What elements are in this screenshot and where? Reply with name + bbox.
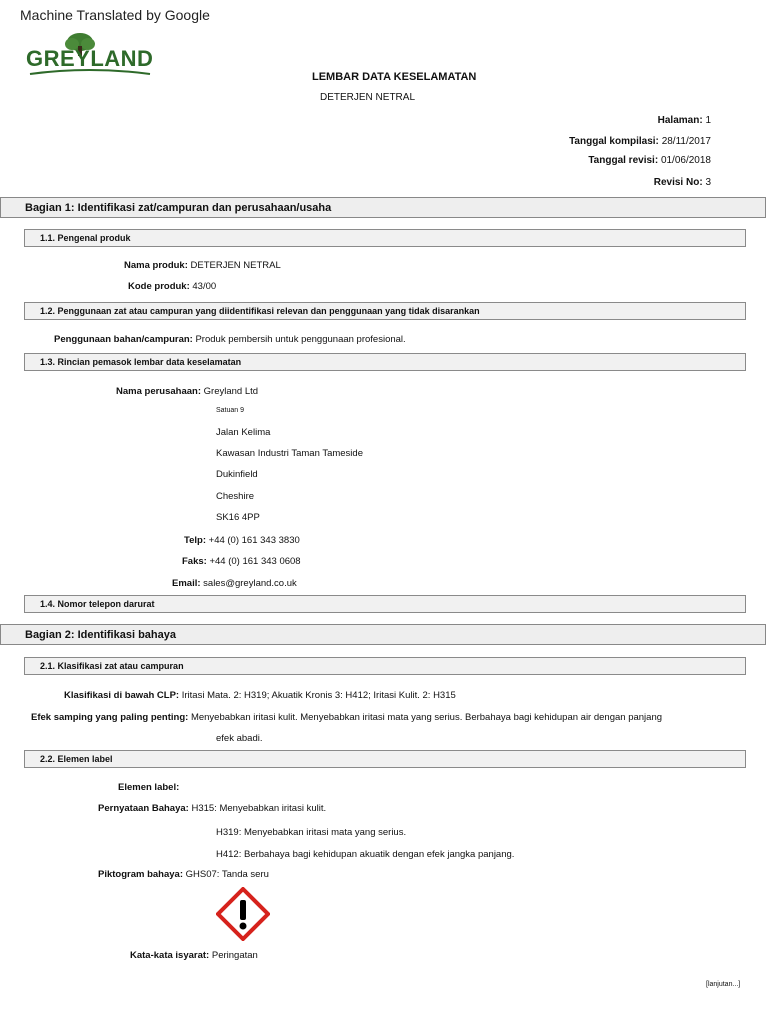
subsection-1-2: 1.2. Penggunaan zat atau campuran yang diidentifikasi relevan dan penggunaan yang tidak disarankan — [24, 302, 746, 320]
adverse-effects: Efek samping yang paling penting: Menyebabkan iritasi kulit. Menyebabkan iritasi mata yang serius. Berbahaya bagi kehidupan air dengan panjang — [31, 712, 663, 723]
signal-word: Kata-kata isyarat: Peringatan — [130, 950, 258, 961]
hazard-statement-h319: H319: Menyebabkan iritasi mata yang serius. — [216, 827, 407, 838]
section-1-header: Bagian 1: Identifikasi zat/campuran dan perusahaan/usaha — [0, 197, 766, 218]
hazard-statement-h412: H412: Berbahaya bagi kehidupan akuatik dengan efek jangka panjang. — [216, 849, 515, 860]
address-line: SK16 4PP — [216, 512, 260, 523]
compiled-date: Tanggal kompilasi: 28/11/2017 — [569, 136, 711, 147]
product-use: Penggunaan bahan/campuran: Produk pembersih untuk penggunaan profesional. — [54, 334, 406, 345]
address-line: Satuan 9 — [216, 407, 245, 414]
product-name: Nama produk: DETERJEN NETRAL — [124, 260, 281, 271]
hazard-pictogram-label: Piktogram bahaya: GHS07: Tanda seru — [98, 869, 269, 880]
hazard-statement: Pernyataan Bahaya: H315: Menyebabkan iritasi kulit. — [98, 803, 327, 814]
address-line: Kawasan Industri Taman Tameside — [216, 448, 363, 459]
fax: Faks: +44 (0) 161 343 0608 — [182, 556, 301, 567]
document-product: DETERJEN NETRAL — [320, 92, 416, 103]
revision-number: Revisi No: 3 — [653, 177, 711, 188]
address-line: Dukinfield — [216, 469, 258, 480]
continued-note: [lanjutan...] — [706, 981, 741, 988]
translation-banner: Machine Translated by Google — [20, 7, 210, 23]
telephone: Telp: +44 (0) 161 343 3830 — [184, 535, 300, 546]
label-elements: Elemen label: — [118, 782, 180, 793]
address-line: Jalan Kelima — [216, 427, 271, 438]
address-line: Cheshire — [216, 491, 255, 502]
product-code: Kode produk: 43/00 — [128, 281, 217, 292]
logo-text: GREYLAND — [26, 46, 154, 71]
subsection-2-2: 2.2. Elemen label — [24, 750, 746, 768]
subsection-1-4: 1.4. Nomor telepon darurat — [24, 595, 746, 613]
clp-classification: Klasifikasi di bawah CLP: Iritasi Mata. 2: H319; Akuatik Kronis 3: H412; Iritasi Kulit. 2: H315 — [64, 690, 456, 701]
section-2-header: Bagian 2: Identifikasi bahaya — [0, 624, 766, 645]
company-name: Nama perusahaan: Greyland Ltd — [116, 386, 259, 397]
subsection-1-1: 1.1. Pengenal produk — [24, 229, 746, 247]
subsection-2-1: 2.1. Klasifikasi zat atau campuran — [24, 657, 746, 675]
email: Email: sales@greyland.co.uk — [172, 578, 297, 589]
subsection-1-3: 1.3. Rincian pemasok lembar data keselamatan — [24, 353, 746, 371]
ghs07-exclamation-icon — [216, 887, 270, 941]
greyland-logo — [26, 32, 152, 80]
revision-date: Tanggal revisi: 01/06/2018 — [588, 155, 711, 166]
page-number: Halaman: 1 — [657, 115, 711, 126]
adverse-effects-cont: efek abadi. — [216, 733, 263, 744]
document-title: LEMBAR DATA KESELAMATAN — [312, 71, 477, 83]
